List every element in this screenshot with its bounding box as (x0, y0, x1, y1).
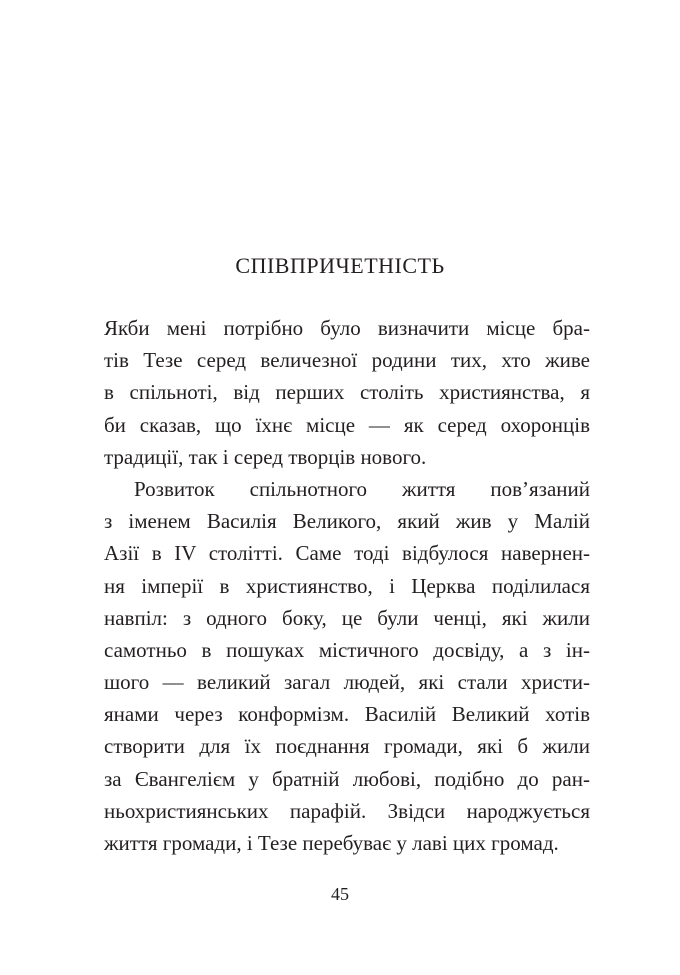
page-number: 45 (331, 884, 349, 904)
text-line: створити для їх поєднання громади, які б жили (104, 734, 590, 759)
text-line: ньохристиянських парафій. Звідси народжується (104, 798, 590, 823)
text-line: ня імперії в християнство, і Церква поділилася (104, 573, 590, 598)
text-line: з іменем Василія Великого, який жив у Малій (104, 509, 590, 534)
paragraph-1 (104, 312, 590, 473)
text-line: би сказав, що їхнє місце — як серед охоронців (104, 412, 590, 437)
text-line: життя громади, і Тезе перебуває у лаві цих громад. (104, 831, 559, 855)
body-text (104, 312, 590, 859)
text-line: традиції, так і серед творців нового. (104, 444, 427, 469)
text-line: в спільноті, від перших століть християнства, я (104, 380, 590, 405)
text-line: Якби мені потрібно було визначити місце бра- (104, 316, 590, 340)
chapter-title: СПІВПРИЧЕТНІСТЬ (235, 253, 445, 278)
text-line: навпіл: з одного боку, це були ченці, які жили (104, 605, 590, 630)
text-line: Азії в IV столітті. Саме тоді відбулося навернен- (104, 541, 590, 566)
text-line: Розвиток спільнотного життя пов’язаний (134, 476, 590, 501)
paragraph-2 (104, 473, 590, 859)
text-line: шого — великий загал людей, які стали христи- (104, 670, 590, 695)
text-line: за Євангелієм у братній любові, подібно до ран- (104, 766, 590, 791)
text-line: янами через конформізм. Василій Великий хотів (104, 702, 590, 727)
text-line: самотньо в пошуках містичного досвіду, а з ін- (104, 637, 590, 662)
text-line: тів Тезе серед величезної родини тих, хто живе (104, 348, 590, 373)
